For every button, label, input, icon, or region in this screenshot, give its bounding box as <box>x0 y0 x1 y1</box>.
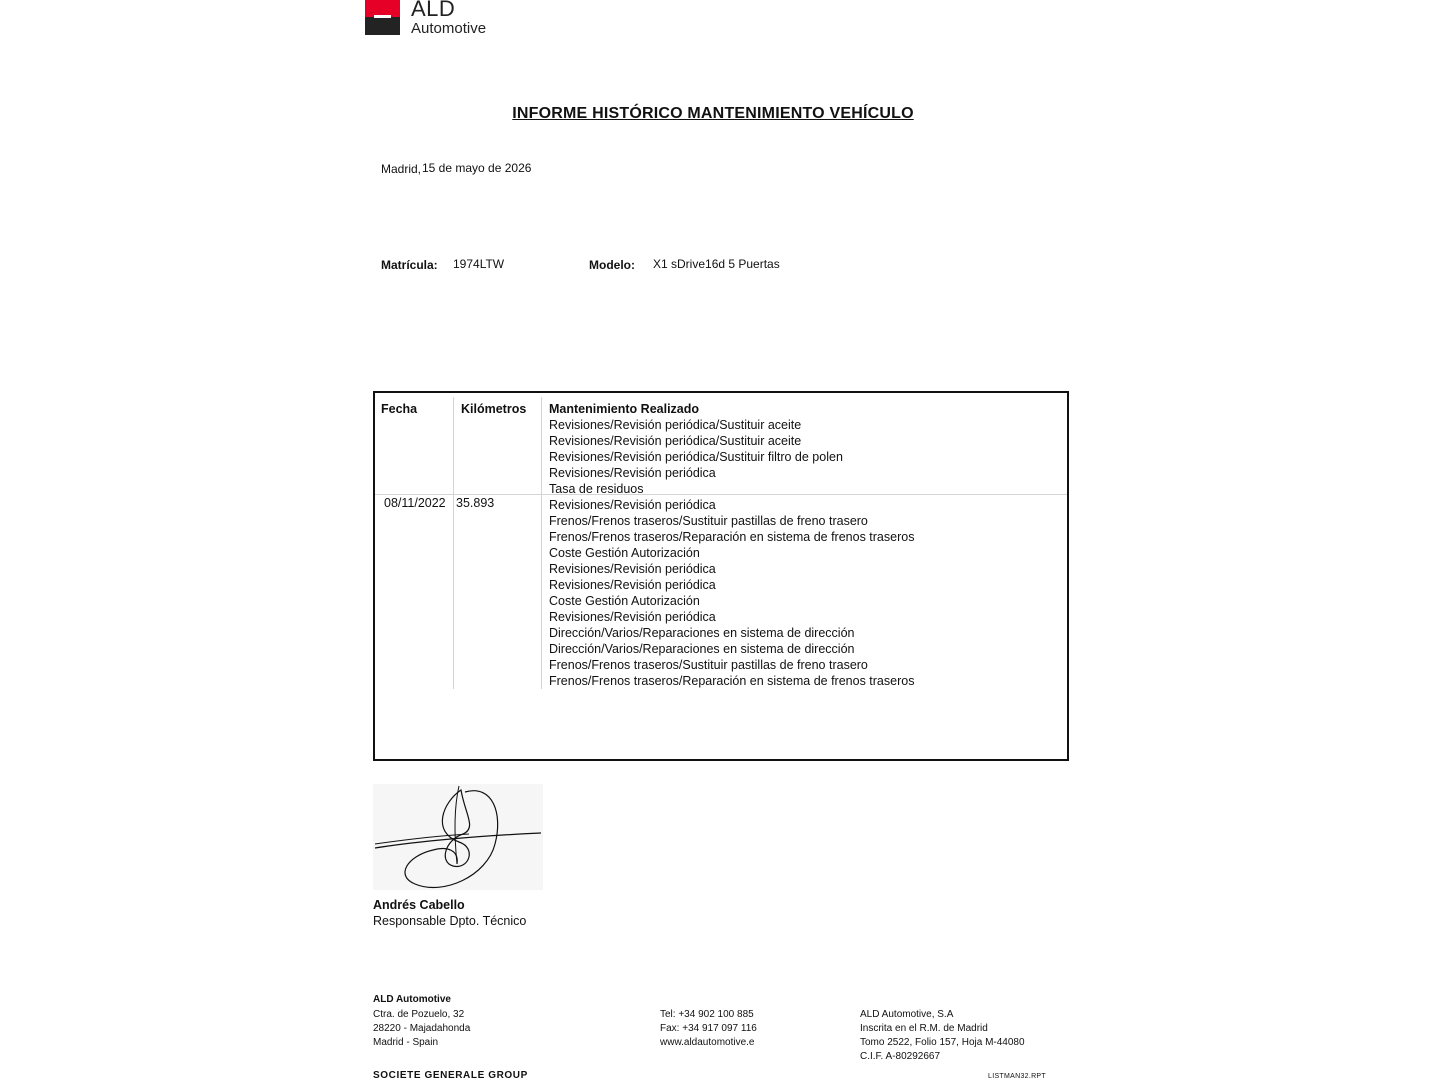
footer-legal-line: ALD Automotive, S.A <box>860 1009 954 1020</box>
logo-text-automotive: Automotive <box>411 20 487 37</box>
societe-generale-logo-mark <box>365 0 400 35</box>
maintenance-item: Coste Gestión Autorización <box>549 546 700 560</box>
model-value: X1 sDrive16d 5 Puertas <box>653 257 780 271</box>
report-date: 15 de mayo de 2026 <box>422 161 532 175</box>
footer-company: ALD Automotive <box>373 994 451 1005</box>
maintenance-group-2 <box>549 497 914 689</box>
ald-logo <box>365 0 499 37</box>
maintenance-item: Revisiones/Revisión periódica/Sustituir aceite <box>549 418 802 432</box>
maintenance-item: Coste Gestión Autorización <box>549 594 700 608</box>
maintenance-item: Frenos/Frenos traseros/Sustituir pastillas de freno trasero <box>549 658 868 672</box>
maintenance-item: Revisiones/Revisión periódica <box>549 610 716 624</box>
column-divider <box>453 397 454 689</box>
maintenance-item: Frenos/Frenos traseros/Reparación en sistema de frenos traseros <box>549 674 915 688</box>
header-mantenimiento: Mantenimiento Realizado <box>549 402 700 416</box>
footer-group-name: SOCIETE GENERALE GROUP <box>373 1070 528 1081</box>
maintenance-item: Revisiones/Revisión periódica <box>549 498 716 512</box>
place-label: Madrid, <box>381 162 422 176</box>
maintenance-item: Revisiones/Revisión periódica <box>549 578 716 592</box>
footer-legal-line: Tomo 2522, Folio 157, Hoja M-44080 <box>860 1037 1025 1048</box>
signature-scribble <box>373 784 543 890</box>
plate-value: 1974LTW <box>453 257 505 271</box>
signature-image <box>373 784 543 890</box>
model-label: Modelo: <box>589 258 635 272</box>
footer-address-line: 28220 - Majadahonda <box>373 1023 471 1034</box>
footer-contact <box>660 1008 757 1050</box>
footer-website: www.aldautomotive.e <box>660 1037 755 1048</box>
footer-address-line: Madrid - Spain <box>373 1037 439 1048</box>
footer-address <box>373 1008 470 1050</box>
report-code: LISTMAN32.RPT <box>988 1073 1046 1080</box>
maintenance-item: Tasa de residuos <box>549 482 644 496</box>
header-kilometros: Kilómetros <box>461 402 527 416</box>
maintenance-item: Frenos/Frenos traseros/Reparación en sistema de frenos traseros <box>549 530 915 544</box>
maintenance-item: Revisiones/Revisión periódica <box>549 562 716 576</box>
row-kilometers: 35.893 <box>456 496 495 510</box>
maintenance-item: Revisiones/Revisión periódica <box>549 466 716 480</box>
column-divider <box>541 397 542 689</box>
signer-role: Responsable Dpto. Técnico <box>373 914 527 928</box>
header-fecha: Fecha <box>381 402 418 416</box>
row-date: 08/11/2022 <box>384 496 446 510</box>
signer-name: Andrés Cabello <box>373 898 465 912</box>
footer-legal-line: Inscrita en el R.M. de Madrid <box>860 1023 988 1034</box>
footer-phone: Tel: +34 902 100 885 <box>660 1009 754 1020</box>
plate-label: Matrícula: <box>381 258 438 272</box>
maintenance-item: Revisiones/Revisión periódica/Sustituir filtro de polen <box>549 450 843 464</box>
maintenance-item: Frenos/Frenos traseros/Sustituir pastillas de freno trasero <box>549 514 868 528</box>
footer-legal <box>860 1008 1025 1064</box>
maintenance-table <box>373 391 1069 761</box>
logo-text-ald: ALD <box>411 0 456 21</box>
footer-address-line: Ctra. de Pozuelo, 32 <box>373 1009 465 1020</box>
maintenance-group-1 <box>549 417 843 497</box>
footer-legal-line: C.I.F. A-80292667 <box>860 1051 941 1062</box>
report-title: INFORME HISTÓRICO MANTENIMIENTO VEHÍCULO <box>512 105 914 122</box>
maintenance-item: Dirección/Varios/Reparaciones en sistema de dirección <box>549 642 855 656</box>
maintenance-item: Revisiones/Revisión periódica/Sustituir aceite <box>549 434 802 448</box>
footer-fax: Fax: +34 917 097 116 <box>660 1023 757 1034</box>
maintenance-item: Dirección/Varios/Reparaciones en sistema de dirección <box>549 626 855 640</box>
